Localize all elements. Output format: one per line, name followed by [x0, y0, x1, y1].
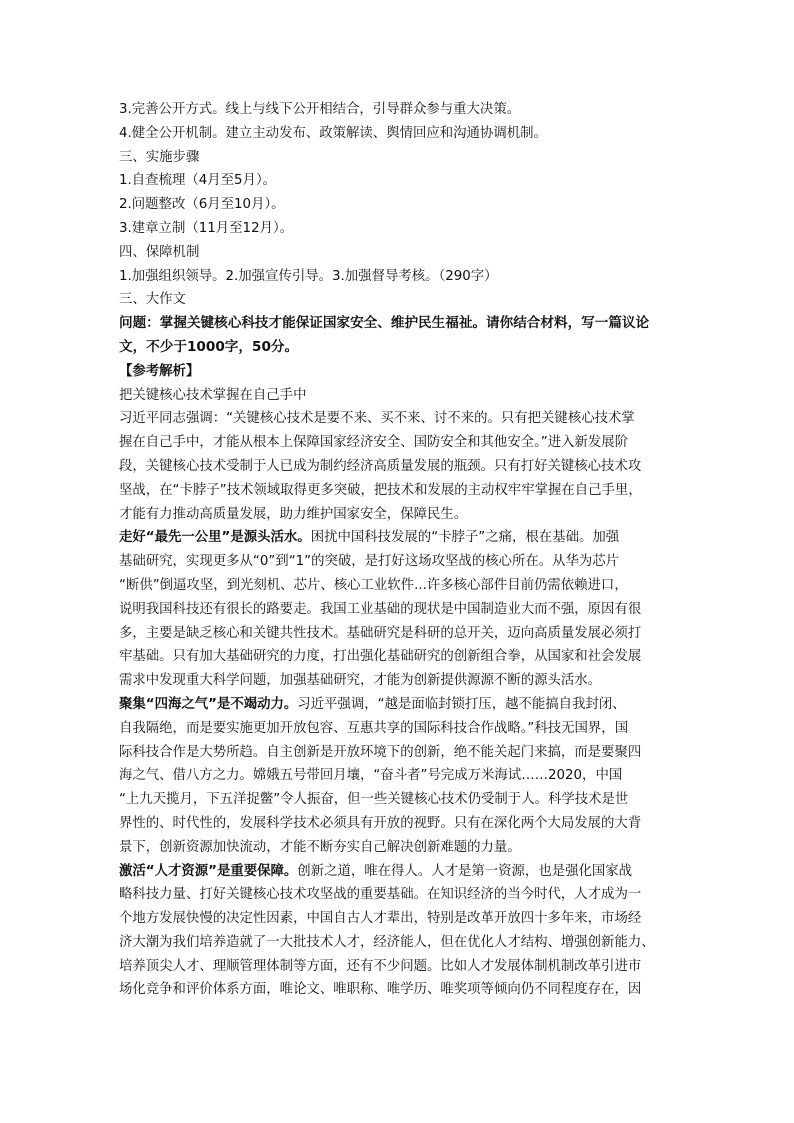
section-1-first-line: [119, 526, 676, 550]
question-block: [119, 312, 676, 360]
text-line-step-2: 2.问题整改（6月至10月）。: [119, 197, 285, 213]
section-1-paragraph: [119, 526, 676, 693]
section-3-first-line: [119, 860, 676, 884]
section-1-line: 说明我国科技还有很长的路要走。我国工业基础的现状是中国制造业大而不强，原因有很: [119, 601, 642, 617]
intro-line: 坚战，在“卡脖子”技术领域取得更多突破，把技术和发展的主动权牢牢掌握在自己手里，: [119, 482, 642, 498]
section-2-paragraph: [119, 693, 676, 860]
section-1-line: 多，主要是缺乏核心和关键共性技术。基础研究是科研的总开关，迈向高质量发展必须打: [119, 625, 642, 641]
section-2-line: 景下，创新资源加快流动，才能不断夯实自己解决创新难题的力量。: [119, 839, 521, 855]
section-heading-guarantee: 四、保障机制: [119, 244, 200, 260]
section-3-lead: 激活“人才资源”是重要保障。: [119, 863, 298, 879]
section-3-line: 略科技力量、打好关键核心技术攻坚战的重要基础。在知识经济的当今时代，人才成为一: [119, 887, 642, 903]
section-2-line: 际科技合作是大势所趋。自主创新是开放环境下的创新，绝不能关起门来搞，而是要聚四: [119, 744, 642, 760]
section-2-first-line: [119, 693, 676, 717]
section-1-line: 牢基础。只有加大基础研究的力度，打出强化基础研究的创新组合拳，从国家和社会发展: [119, 649, 642, 665]
section-3-line: 济大潮为我们培养造就了一大批技术人才，经济能人，但在优化人才结构、增强创新能力、: [119, 934, 655, 950]
section-3-line: 培养顶尖人才、理顺管理体制等方面，还有不少问题。比如人才发展体制机制改革引进市: [119, 958, 642, 974]
intro-line: 才能有力推动高质量发展，助力维护国家安全，保障民生。: [119, 506, 468, 522]
section-3-line: 场化竞争和评价体系方面，唯论文、唯职称、唯学历、唯奖项等倾向仍不同程度存在，因: [119, 982, 642, 998]
section-2-line: “上九天揽月，下五洋捉鳖”令人振奋，但一些关键核心技术仍受制于人。科学技术是世: [119, 792, 629, 808]
text-line-1: 3.完善公开方式。线上与线下公开相结合，引导群众参与重大决策。: [119, 102, 521, 117]
section-2-line: 自我隔绝，而是要实施更加开放包容、互惠共享的国际科技合作战略。”科技无国界，国: [119, 720, 629, 736]
section-1-lead: 走好“最先一公里”是源头活水。: [119, 530, 311, 546]
section-1-text: 困扰中国科技发展的“卡脖子”之痛，根在基础。加强: [310, 530, 620, 546]
section-1-line: “断供”倒逼攻坚，到光刻机、芯片、核心工业软件...许多核心部件目前仍需依赖进口，: [119, 577, 628, 593]
section-3-text: 创新之道，唯在得人。人才是第一资源，也是强化国家战: [297, 863, 633, 879]
section-1-line: 需求中发现重大科学问题，加强基础研究，才能为创新提供源源不断的源头活水。: [119, 673, 602, 689]
analysis-heading: 【参考解析】: [119, 363, 200, 379]
section-2-lead: 聚集“四海之气”是不竭动力。: [119, 696, 298, 712]
question-line-1: 问题：掌握关键核心科技才能保证国家安全、维护民生福祉。请你结合材料，写一篇议论: [119, 315, 650, 332]
text-line-step-1: 1.自查梳理（4月至5月）。: [119, 173, 277, 189]
text-line-guarantee: 1.加强组织领导。2.加强宣传引导。3.加强督导考核。（290字）: [119, 268, 498, 284]
intro-paragraph: [119, 407, 676, 526]
section-2-line: 界性的、时代性的，发展科学技术必须具有开放的视野。只有在深化两个大局发展的大背: [119, 815, 642, 831]
section-2-line: 海之气、借八方之力。嫦娥五号带回月壤，“奋斗者”号完成万米海试……2020，中国: [119, 768, 623, 784]
section-1-line: 基础研究，实现更多从“0”到“1”的突破，是打好这场攻坚战的核心所在。从华为芯片: [119, 554, 620, 570]
question-line-2: 文，不少于1000字，50分。: [119, 338, 299, 355]
essay-title: 把关键核心技术掌握在自己手中: [119, 387, 307, 403]
section-heading-essay: 三、大作文: [119, 292, 186, 308]
document-page: [119, 98, 676, 1002]
section-heading-steps: 三、实施步骤: [119, 149, 200, 165]
text-line-2: 4.健全公开机制。建立主动发布、政策解读、舆情回应和沟通协调机制。: [119, 125, 547, 141]
intro-line: 握在自己手中，才能从根本上保障国家经济安全、国防安全和其他安全。”进入新发展阶: [119, 435, 629, 451]
section-3-line: 个地方发展快慢的决定性因素，中国自古人才辈出，特别是改革开放四十多年来，市场经: [119, 911, 642, 927]
text-line-step-3: 3.建章立制（11月至12月）。: [119, 220, 294, 236]
section-2-text: 习近平强调，“越是面临封锁打压，越不能搞自我封闭、: [297, 696, 626, 712]
intro-line: 习近平同志强调：“关键核心技术是要不来、买不来、讨不来的。只有把关键核心技术掌: [119, 411, 635, 427]
intro-line: 段，关键核心技术受制于人已成为制约经济高质量发展的瓶颈。只有打好关键核心技术攻: [119, 458, 642, 474]
section-3-paragraph: [119, 860, 676, 1003]
